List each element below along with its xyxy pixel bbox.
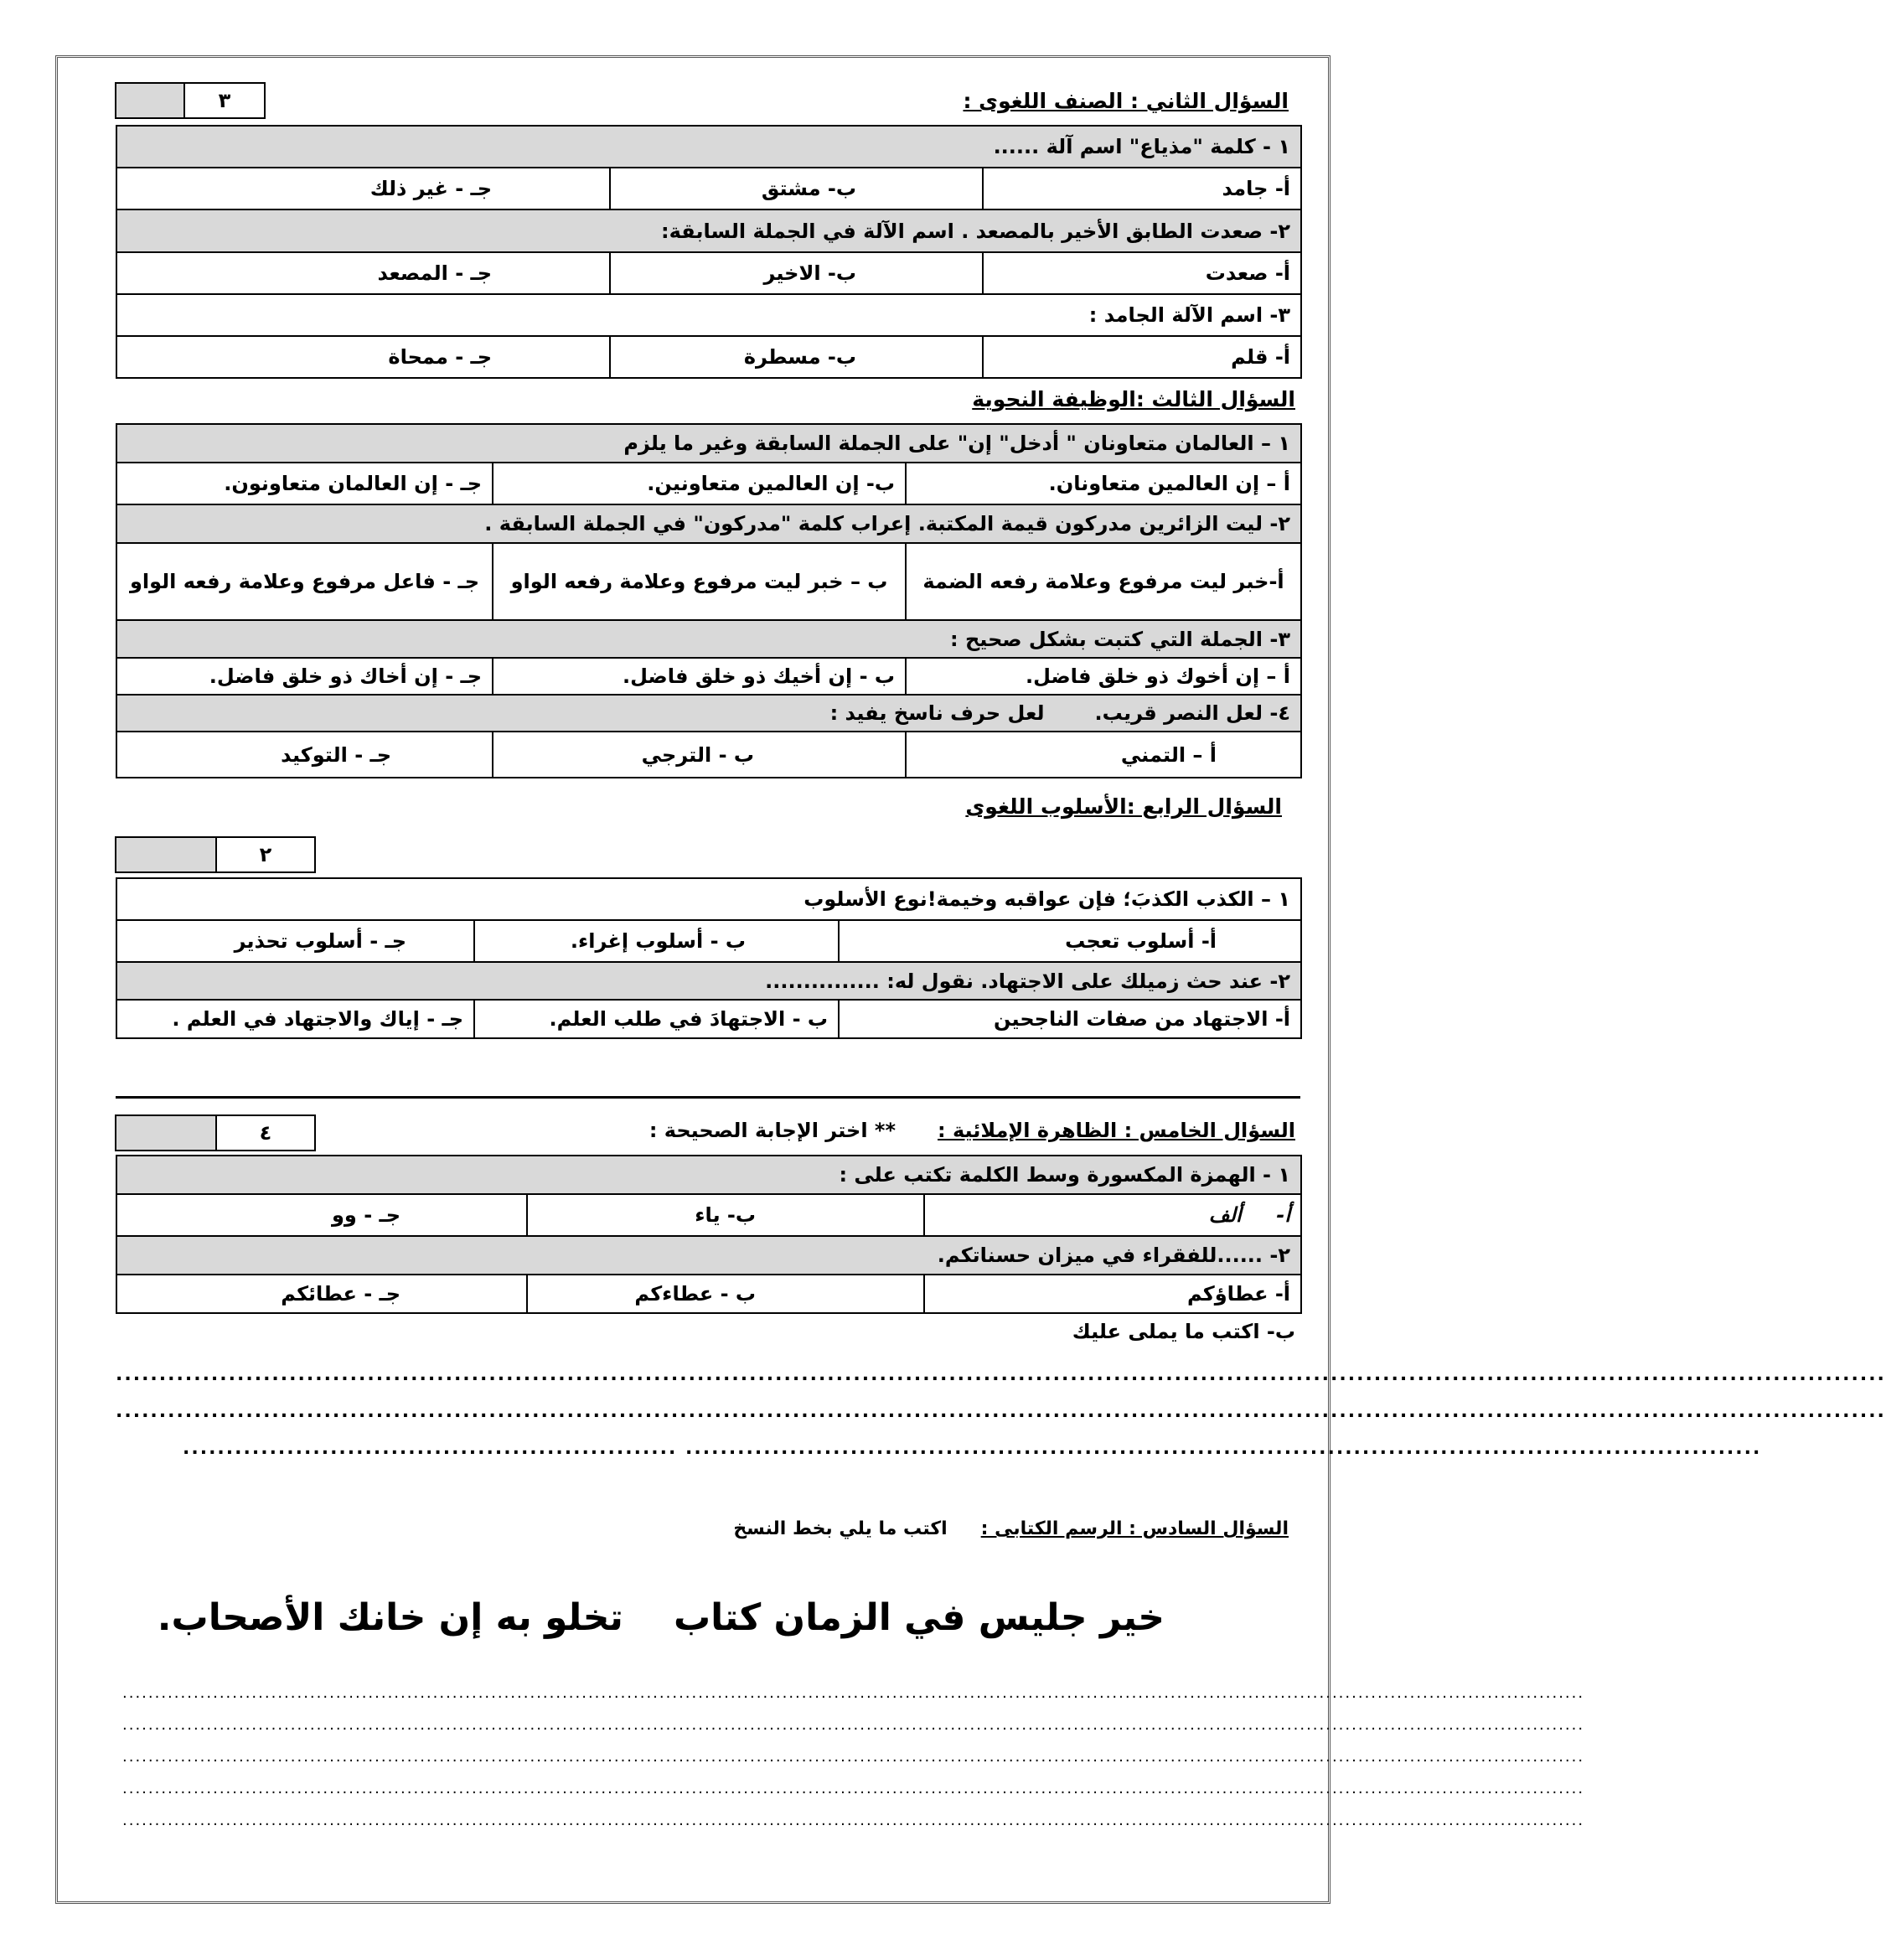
q3-item1-option-c[interactable]: جـ - إن العالمان متعاونون. [116,463,493,504]
q5-item1-stem: ١ - الهمزة المكسورة وسط الكلمة تكتب على : [116,1156,1301,1194]
handwriting-line-3[interactable]: .................................................................................................................................................................................................................................. [122,1748,1585,1766]
q2-item3-stem: ٣- اسم الآلة الجامد : [116,294,1301,336]
q3-item4-option-a[interactable]: أ – التمني [906,732,1301,778]
q5-item1-option-c[interactable]: جـ - وو [116,1194,527,1236]
q3-item2-option-a[interactable]: أ-خبر ليت مرفوع وعلامة رفعه الضمة [906,543,1301,620]
q4-item2-option-a[interactable]: أ- الاجتهاد من صفات الناجحين [839,1000,1301,1038]
handwriting-line-5[interactable]: .................................................................................................................................................................................................................................. [122,1812,1585,1829]
q3-item2-option-b[interactable]: ب – خبر ليت مرفوع وعلامة رفعه الواو [493,543,906,620]
answer-line-1[interactable]: ............................................................................................................................................................................................................ [116,1364,1886,1385]
q3-item2-stem: ٢- ليت الزائرين مدركون قيمة المكتبة. إعراب كلمة "مدركون" في الجملة السابقة . [116,504,1301,543]
q4-item1-stem-question: نوع الأسلوب [803,887,927,911]
q5-item1-option-b[interactable]: ب- ياء [527,1194,924,1236]
q4-table [116,877,1302,1039]
answer-line-2[interactable]: ............................................................................................................................................................................................................ [116,1401,1886,1422]
q5-heading-instruction: ** اختر الإجابة الصحيحة : [648,1119,896,1142]
handwriting-line-2[interactable]: .................................................................................................................................................................................................................................. [122,1716,1585,1734]
score-blank[interactable] [116,84,185,117]
calligraphy-verse [157,1596,1165,1639]
q5-item2-option-a[interactable]: أ- عطاؤكم [924,1275,1301,1313]
q3-item4-stem-question: لعل حرف ناسخ يفيد : [829,701,1045,725]
q2-item3-option-a[interactable]: أ- قلم [983,336,1301,378]
q4-item2-option-c[interactable]: جـ - إياك والاجتهاد في العلم . [116,1000,474,1038]
verse-second-hemistich: تخلو به إن خانك الأصحاب. [157,1596,623,1639]
q3-item1-stem: ١ – العالمان متعاونان " أدخل" إن" على الجملة السابقة وغير ما يلزم [116,424,1301,463]
q6-heading [733,1518,1289,1539]
q4-item1-option-c[interactable]: جـ - أسلوب تحذير [116,920,474,962]
q2-item1-option-b[interactable]: ب- مشتق [610,168,983,209]
q3-item3-option-a[interactable]: أ – إن أخوك ذو خلق فاضل. [906,658,1301,695]
q5-item2-option-c[interactable]: جـ - عطائكم [116,1275,527,1313]
q2-item3-option-c[interactable]: جـ - ممحاة [116,336,610,378]
score-blank[interactable] [116,838,217,871]
answer-line-3[interactable]: ......................................................... ............................................................................................................................ [183,1438,1762,1459]
q3-item1-option-b[interactable]: ب- إن العالمين متعاونين. [493,463,906,504]
q2-item1-option-a[interactable]: أ- جامد [983,168,1301,209]
q2-item1-stem: ١ - كلمة "مذياع" اسم آلة ...... [116,126,1301,168]
q4-score-box [115,836,316,873]
q5-table [116,1155,1302,1314]
q4-item1-option-a[interactable]: أ- أسلوب تعجب [839,920,1301,962]
q3-item3-option-b[interactable]: ب - إن أخيك ذو خلق فاضل. [493,658,906,695]
score-value: ٢ [259,843,272,866]
q5-score-box [115,1114,316,1151]
q3-table [116,423,1302,778]
q5-item2-stem: ٢- ......للفقراء في ميزان حسناتكم. [116,1236,1301,1275]
q3-heading: السؤال الثالث :الوظيفة النحوية [972,387,1295,411]
q2-item2-option-c[interactable]: جـ - المصعد [116,252,610,294]
q2-table [116,125,1302,379]
q4-item1-stem-sentence: ١ – الكذب الكذبَ؛ فإن عواقبه وخيمة! [927,887,1291,911]
q6-heading-instruction: اكتب ما يلي بخط النسخ [733,1518,948,1539]
q2-item2-stem: ٢- صعدت الطابق الأخير بالمصعد . اسم الآلة في الجملة السابقة: [116,209,1301,252]
q3-item3-option-c[interactable]: جـ - إن أخاك ذو خلق فاضل. [116,658,493,695]
q3-item4-option-c[interactable]: جـ - التوكيد [116,732,493,778]
q2-score-box [115,82,266,119]
q6-heading-title: السؤال السادس : الرسم الكتابى : [980,1518,1289,1539]
q4-heading: السؤال الرابع :الأسلوب اللغوى [965,794,1282,819]
q3-item1-option-a[interactable]: أ – إن العالمين متعاونان. [906,463,1301,504]
handwriting-line-1[interactable]: .................................................................................................................................................................................................................................. [122,1684,1585,1702]
q2-heading: السؤال الثاني : الصنف اللغوى : [963,89,1289,113]
score-value: ٤ [259,1121,272,1145]
handwriting-line-4[interactable]: .................................................................................................................................................................................................................................. [122,1780,1585,1797]
q5-item1-option-a-text: أ- ألف [1208,1203,1291,1227]
verse-first-hemistich: خير جليس في الزمان كتاب [673,1596,1165,1639]
q3-item2-option-c[interactable]: جـ - فاعل مرفوع وعلامة رفعه الواو [116,543,493,620]
q4-item2-option-b[interactable]: ب - الاجتهادَ في طلب العلم. [474,1000,839,1038]
q3-item4-option-b[interactable]: ب - الترجي [493,732,906,778]
q2-item1-option-c[interactable]: جـ - غير ذلك [116,168,610,209]
score-blank[interactable] [116,1116,217,1150]
q4-item2-stem: ٢- عند حث زميلك على الاجتهاد. نقول له: ............... [116,962,1301,1000]
q5-heading [649,1119,1295,1142]
q5-item2-option-b[interactable]: ب - عطاءكم [527,1275,924,1313]
q3-item4-stem-sentence: ٤- لعل النصر قريب. [1094,701,1291,725]
q3-item3-stem: ٣- الجملة التي كتبت بشكل صحيح : [116,620,1301,658]
q2-item2-option-a[interactable]: أ- صعدت [983,252,1301,294]
section-divider [116,1096,1300,1099]
q3-item4-stem [116,695,1301,732]
q5-item1-option-a[interactable] [924,1194,1301,1236]
score-value: ٣ [218,89,231,112]
q4-item1-option-b[interactable]: ب - أسلوب إغراء. [474,920,839,962]
q2-item2-option-b[interactable]: ب- الاخير [610,252,983,294]
dictation-instruction: ب- اكتب ما يملى عليك [1072,1320,1295,1343]
q2-item3-option-b[interactable]: ب- مسطرة [610,336,983,378]
q5-heading-title: السؤال الخامس : الظاهرة الإملائية : [938,1119,1295,1142]
q4-item1-stem [116,878,1301,920]
